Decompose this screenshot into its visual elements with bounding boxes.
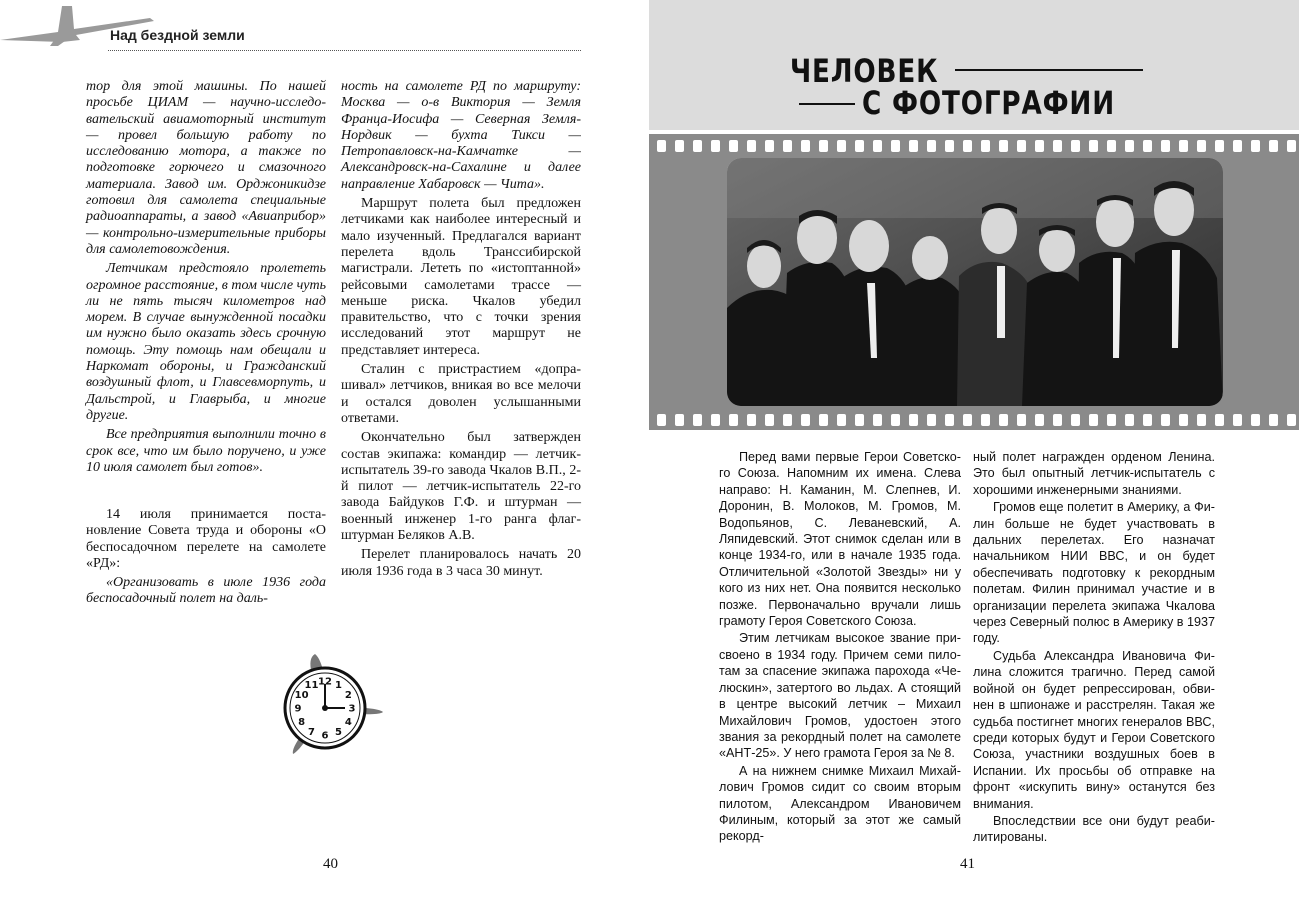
paragraph: Сталин с пристрастием «допрашивал» летчиков, вникая во все мелочи и остался доволен услышанными ответами. [341,362,581,426]
film-hole [873,140,882,152]
film-hole [1035,140,1044,152]
paragraph: Громов еще полетит в Америку, а Филин больше не будет участвовать в дальних перелетах. Его назначат начальником НИИ ВВС, и он будет обеспечивать подготовку к рекордным полетам. Филин принимал участие и в организации перелета экипажа Чкалова через Северный полюс в Америку в 1937 году. [973,500,1215,646]
article-title-line1: ЧЕЛОВЕК [790,52,939,90]
film-strip [649,134,1299,430]
film-hole [1161,140,1170,152]
film-hole [981,140,990,152]
film-hole [963,414,972,426]
film-hole [1197,414,1206,426]
film-hole [1179,414,1188,426]
film-hole [1017,414,1026,426]
photo [727,158,1223,406]
paragraph: Все предприятия выполнили точно в срок все, что им было поручено, и уже 10 июля самолет был готов». [86,427,326,475]
paragraph: 14 июля принимается постановление Совета труда и обороны «О беспосадочном перелете на самолете «РД»: [86,507,326,571]
film-perforations [649,136,1299,156]
film-hole [729,414,738,426]
film-hole [981,414,990,426]
film-hole [1143,414,1152,426]
paragraph: Впоследствии все они будут реабилитированы. [973,813,1215,845]
page-number: 40 [323,856,338,872]
film-hole [837,414,846,426]
paragraph: Судьба Александра Ивановича Филина сложится трагично. Перед самой войной он будет репрессирован, обвинен в шпионаже и расстрелян. Такая же судьба постигнет многих генералов ВВС, среди которых будут и Герои Советского Союза, участники воздушных боев в Испании. Их просьбы об отправке на фронт «искупить вину» останутся без внимания. [973,648,1215,811]
paragraph: Маршрут полета был предложен летчиками как наиболее интересный и мало изученный. Предлагался вариант перелета вдоль Транссибирской магистрали. Лететь по «истоптанной» рейсовыми самолетами трассе — меньше риска. Чкалов убедил правительство, что с точки зрения исследований этот маршрут не представляет интереса. [341,196,581,358]
clock-numeral: 10 [294,690,309,701]
film-hole [1053,140,1062,152]
film-hole [1071,414,1080,426]
film-hole [1035,414,1044,426]
paragraph: Перед вами первые Герои Советского Союза. Напомним их имена. Слева направо: Н. Каманин, М. Слепнев, И. Доронин, В. Молоков, М. Громов, М. Водопьянов, С. Леваневский, А. Ляпидевский. Этот снимок сделан или в конце 1934-го, или в начале 1935 года. Отличительной «Золотой Звезды» ни у кого из них нет. Она появится несколько позже. Первоначально вручали лишь грамоту Героя Советского Союза. [719,450,961,629]
film-hole [747,140,756,152]
clock-numeral: 4 [344,717,352,728]
paragraph: А на нижнем снимке Михаил Михайлович Громов сидит со своим вторым пилотом, Александром Ивановичем Филиным, который за этот же самый рекорд- [719,763,961,844]
clock-numeral: 11 [304,680,319,692]
film-hole [1179,140,1188,152]
film-hole [1107,140,1116,152]
clock-numeral: 5 [335,726,342,738]
film-hole [801,140,810,152]
film-hole [1251,414,1260,426]
film-hole [747,414,756,426]
film-hole [657,414,666,426]
left-column-2 [341,79,581,580]
right-page [649,0,1299,917]
film-hole [1017,140,1026,152]
film-hole [927,414,936,426]
paragraph: Летчикам предстояло пролететь огромное расстояние, в том числе чуть ли не пять тысяч километров над морем. В случае вынужденной посадки им нужно было оказать здесь срочную помощь. Эту помощь нам обещали и Наркомат обороны, и Гражданский воздушный флот, и Главсевморпуть, и Дальстрой, и Главрыба, и многие другие. [86,261,326,423]
film-hole [1125,414,1134,426]
film-hole [693,414,702,426]
film-hole [1089,140,1098,152]
film-hole [963,140,972,152]
film-hole [711,414,720,426]
film-hole [1143,140,1152,152]
film-hole [945,414,954,426]
film-hole [891,414,900,426]
film-hole [873,414,882,426]
film-hole [891,140,900,152]
film-hole [855,414,864,426]
paragraph: «Организовать в июле 1936 года беспосадочный полет на даль- [86,575,326,607]
film-hole [1125,140,1134,152]
film-hole [801,414,810,426]
film-hole [1053,414,1062,426]
film-hole [1107,414,1116,426]
paragraph: Перелет планировалось начать 20 июля 1936 года в 3 часа 30 минут. [341,547,581,579]
film-hole [1197,140,1206,152]
film-hole [837,140,846,152]
header-divider [108,50,581,51]
left-column-1-lower [86,507,326,608]
paragraph: ность на самолете РД по маршруту: Москва — о-в Виктория — Земля Франца-Иосифа — Северная Земля-Нордвик — бухта Тикси — Петропавловск-на-Камчатке — Александровск-на-Сахалине и далее направление Хабаровск — Чита». [341,79,581,192]
film-hole [1287,414,1296,426]
clock-numeral: 8 [298,717,306,728]
clock-numeral: 3 [348,703,356,715]
film-hole [819,414,828,426]
film-hole [675,414,684,426]
title-rule [955,69,1143,71]
film-hole [1161,414,1170,426]
left-page [0,0,649,917]
clock-numeral: 2 [344,690,352,701]
film-hole [819,140,828,152]
film-hole [675,140,684,152]
group-photo-image [727,158,1223,406]
film-hole [693,140,702,152]
film-hole [783,140,792,152]
film-hole [783,414,792,426]
film-hole [855,140,864,152]
film-hole [1251,140,1260,152]
article-title-line2: С ФОТОГРАФИИ [862,84,1115,122]
film-hole [1215,140,1224,152]
film-hole [729,140,738,152]
paragraph: Этим летчикам высокое звание присвоено в 1934 году. Причем семи пилотам за спасение экипажа парохода «Челюскин», затертого во льдах. А стоящий в центре высокий летчик – Михаил Михайлович Громов, удостоен этого звания за рекордный полет на самолете «АНТ-25». У него грамота Героя за № 8. [719,631,961,761]
clock-numeral: 1 [335,680,342,692]
film-hole [1269,140,1278,152]
film-hole [657,140,666,152]
clock-numeral: 7 [308,726,315,738]
film-hole [945,140,954,152]
paragraph: Окончательно был затвержден состав экипажа: командир — летчик-испытатель 39-го завода Чкалов В.П., 2-й пилот — летчик-испытатель 22-го завода Байдуков Г.Ф. и штурман — военный инженер 1-го ранга флаг-штурман Беляков А.В. [341,430,581,544]
title-rule [799,103,855,105]
paragraph: тор для этой машины. По нашей просьбе ЦИАМ — научно-исследовательский авиамоторный институт — провел большую работу по исследованию мотора, а также по подготовке горючего и смазочного материала. Завод им. Орджоникидзе готовил для самолета специальные радиоаппараты, а завод «Авиаприбор» — контрольно-измерительные приборы для самолетовождения. [86,79,326,257]
clock-numeral: 9 [294,703,302,715]
film-hole [927,140,936,152]
clock-numeral: 12 [318,676,332,688]
right-column-1 [719,449,961,845]
film-hole [909,140,918,152]
film-perforations [649,410,1299,430]
page-number: 41 [960,856,975,872]
film-hole [765,414,774,426]
film-hole [1287,140,1296,152]
film-hole [1071,140,1080,152]
film-hole [1269,414,1278,426]
left-column-1 [86,79,326,476]
film-hole [1089,414,1098,426]
film-hole [999,140,1008,152]
film-hole [1233,140,1242,152]
right-column-2 [973,449,1215,846]
film-hole [1233,414,1242,426]
clock-propeller-icon [283,650,387,758]
film-hole [909,414,918,426]
film-hole [711,140,720,152]
film-hole [999,414,1008,426]
paragraph: ный полет награжден орденом Ленина. Это был опытный летчик-испытатель с хорошими инженерными знаниями. [973,450,1215,497]
film-hole [765,140,774,152]
clock-numeral: 6 [321,730,329,742]
film-hole [1215,414,1224,426]
running-head: Над бездной земли [110,27,245,43]
